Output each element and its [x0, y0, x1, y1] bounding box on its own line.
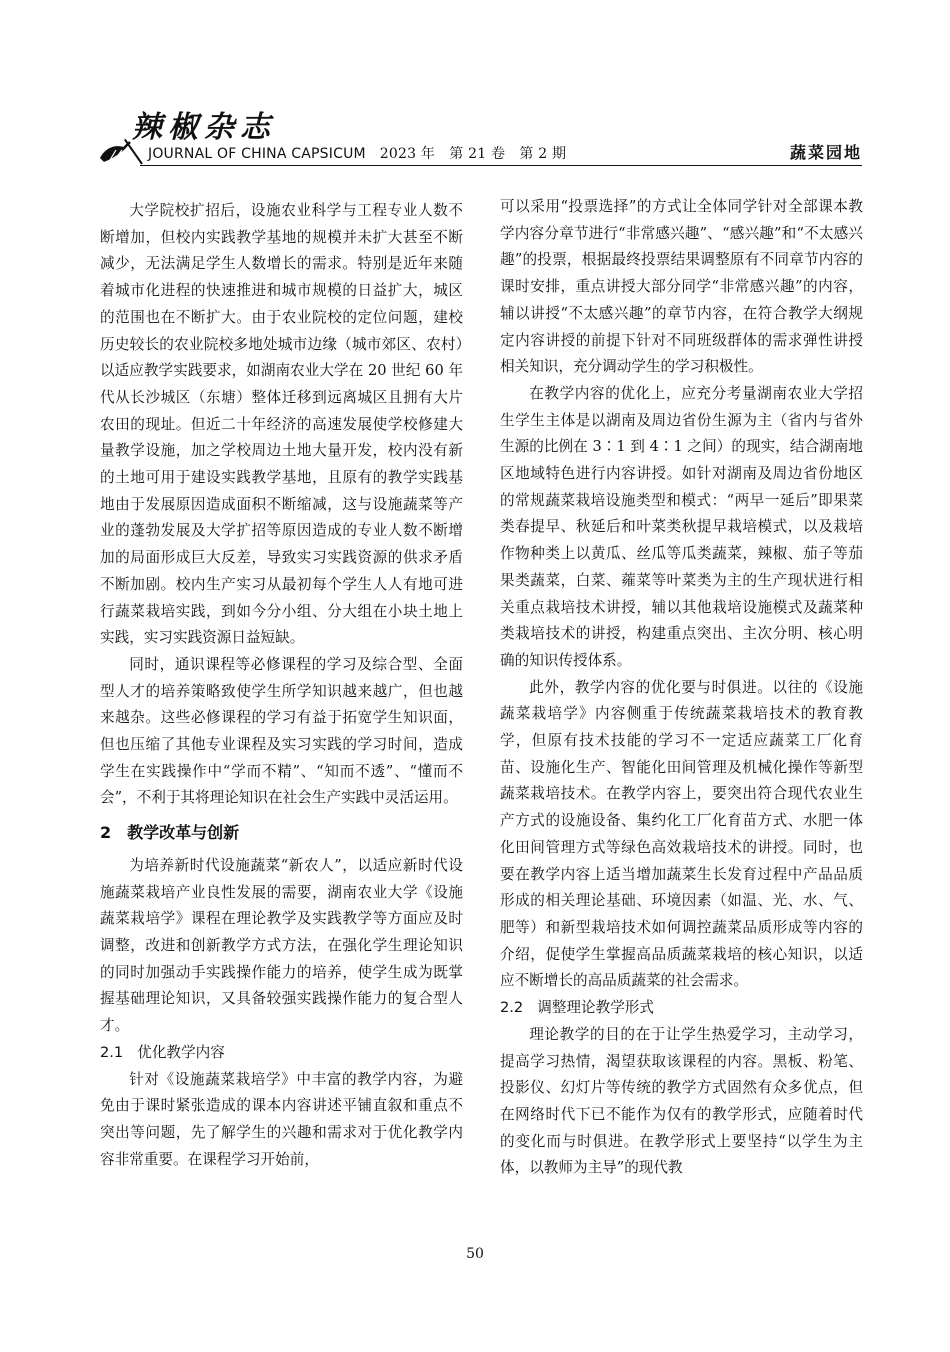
- column-title: 蔬菜园地: [789, 143, 862, 162]
- right-column: [500, 194, 863, 1182]
- paragraph: 理论教学的目的在于让学生热爱学习，主动学习，提高学习热情，渴望获取该课程的内容。黑板、粉笔、投影仪、幻灯片等传统的教学方式固然有众多优点，但在网络时代下已不能作为仅有的教学形式，应随着时代的变化而与时俱进。在教学形式上要坚持“以学生为主体，以教师为主导”的现代教: [500, 1025, 863, 1177]
- subsection-number: 2.2: [500, 999, 524, 1017]
- paragraph: 同时，通识课程等必修课程的学习及综合型、全面型人才的培养策略致使学生所学知识越来越广，但也越来越杂。这些必修课程的学习有益于拓宽学生知识面，但也压缩了其他专业课程及实习实践的学习时间，造成学生在实践操作中“学而不精”、“知而不透”、“懂而不会”，不利于其将理论知识在社会生产实践中灵活运用。: [100, 655, 463, 807]
- section-heading: [100, 820, 463, 847]
- paragraph: 此外，教学内容的优化要与时俱进。以往的《设施蔬菜栽培学》内容侧重于传统蔬菜栽培技术的教育教学，但原有技术技能的学习不一定适应蔬菜工厂化育苗、设施化生产、智能化田间管理及机械化操作等新型蔬菜栽培技术。在教学内容上，要突出符合现代农业生产方式的设施设备、集约化工厂化育苗方式、水肥一体化田间管理方式等绿色高效栽培技术的讲授。同时，也要在教学内容上适当增加蔬菜生长发育过程中产品品质形成的相关理论基础、环境因素（如温、光、水、气、肥等）和新型栽培技术如何调控蔬菜品质形成等内容的介绍，促使学生掌握高品质蔬菜栽培的核心知识，以适应不断增长的高品质蔬菜的社会需求。: [500, 678, 863, 990]
- issue-info: 2023 年 第 21 卷 第 2 期: [379, 146, 567, 162]
- paragraph: 大学院校扩招后，设施农业科学与工程专业人数不断增加，但校内实践教学基地的规模并未扩大甚至不断减少，无法满足学生人数增长的需求。特别是近年来随着城市化进程的快速推进和城市规模的日益扩大，城区的范围也在不断扩大。由于农业院校的定位问题，建校历史较长的农业院校多地处城市边缘（城市郊区、农村）以适应教学实践要求，如湖南农业大学在 20 世纪 60 年代从长沙城区（东塘）整体迁移到远离城区且拥有大片农田的现址。但近二十年经济的高速发展使学校修建大量教学设施，加之学校周边土地大量开发，校内没有新的土地可用于建设实践教学基地，且原有的教学实践基地由于发展原因造成面积不断缩减，这与设施蔬菜等产业的蓬勃发展及大学扩招等原因造成的专业人数不断增加的局面形成巨大反差，导致实习实践资源的供求矛盾不断加剧。校内生产实习从最初每个学生人人有地可进行蔬菜栽培实践，到如今分小组、分大组在小块土地上实践，实习实践资源日益短缺。: [100, 202, 463, 647]
- left-column: [100, 198, 463, 1173]
- journal-title-cn: 辣椒杂志: [132, 110, 276, 145]
- journal-title-en: JOURNAL OF CHINA CAPSICUM: [148, 146, 366, 162]
- page-number: 50: [466, 1246, 484, 1262]
- subsection-heading: [500, 995, 863, 1022]
- section-title: 教学改革与创新: [127, 823, 240, 843]
- subsection-title: 调整理论教学形式: [537, 999, 654, 1017]
- subsection-title: 优化教学内容: [137, 1043, 225, 1061]
- paragraph: 为培养新时代设施蔬菜“新农人”，以适应新时代设施蔬菜栽培产业良性发展的需要，湖南农业大学《设施蔬菜栽培学》课程在理论教学及实践教学等方面应及时调整，改进和创新教学方式方法，在强化学生理论知识的同时加强动手实践操作能力的培养，使学生成为既掌握基础理论知识，又具备较强实践操作能力的复合型人才。: [100, 856, 463, 1035]
- paragraph: 可以采用“投票选择”的方式让全体同学针对全部课本教学内容分章节进行“非常感兴趣”、“感兴趣”和“不太感兴趣”的投票，根据最终投票结果调整原有不同章节内容的课时安排，重点讲授大部分同学“非常感兴趣”的内容，辅以讲授“不太感兴趣”的章节内容，在符合教学大纲规定内容讲授的前提下针对不同班级群体的需求弹性讲授相关知识，充分调动学生的学习积极性。: [500, 198, 863, 376]
- paragraph: 在教学内容的优化上，应充分考量湖南农业大学招生学生主体是以湖南及周边省份生源为主（省内与省外生源的比例在 3∶1 到 4∶1 之间）的现实，结合湖南地区地域特色进行内容讲授。如针对湖南及周边省份地区的常规蔬菜栽培设施类型和模式：“两早一延后”即果菜类春提早、秋延后和叶菜类秋提早栽培模式，以及栽培作物种类上以黄瓜、丝瓜等瓜类蔬菜，辣椒、茄子等茄果类蔬菜，白菜、蕹菜等叶菜类为主的生产现状进行相关重点栽培技术讲授，辅以其他栽培设施模式及蔬菜种类栽培技术的讲授，构建重点突出、主次分明、核心明确的知识传授体系。: [500, 384, 863, 669]
- section-number: 2: [100, 823, 112, 843]
- subsection-number: 2.1: [100, 1043, 124, 1061]
- paragraph: 针对《设施蔬菜栽培学》中丰富的教学内容，为避免由于课时紧张造成的课本内容讲述平铺直叙和重点不突出等问题，先了解学生的兴趣和需求对于优化教学内容非常重要。在课程学习开始前，: [100, 1070, 463, 1168]
- header-journal-info: [148, 143, 566, 163]
- header-rule: [140, 165, 862, 166]
- subsection-heading: [100, 1040, 463, 1067]
